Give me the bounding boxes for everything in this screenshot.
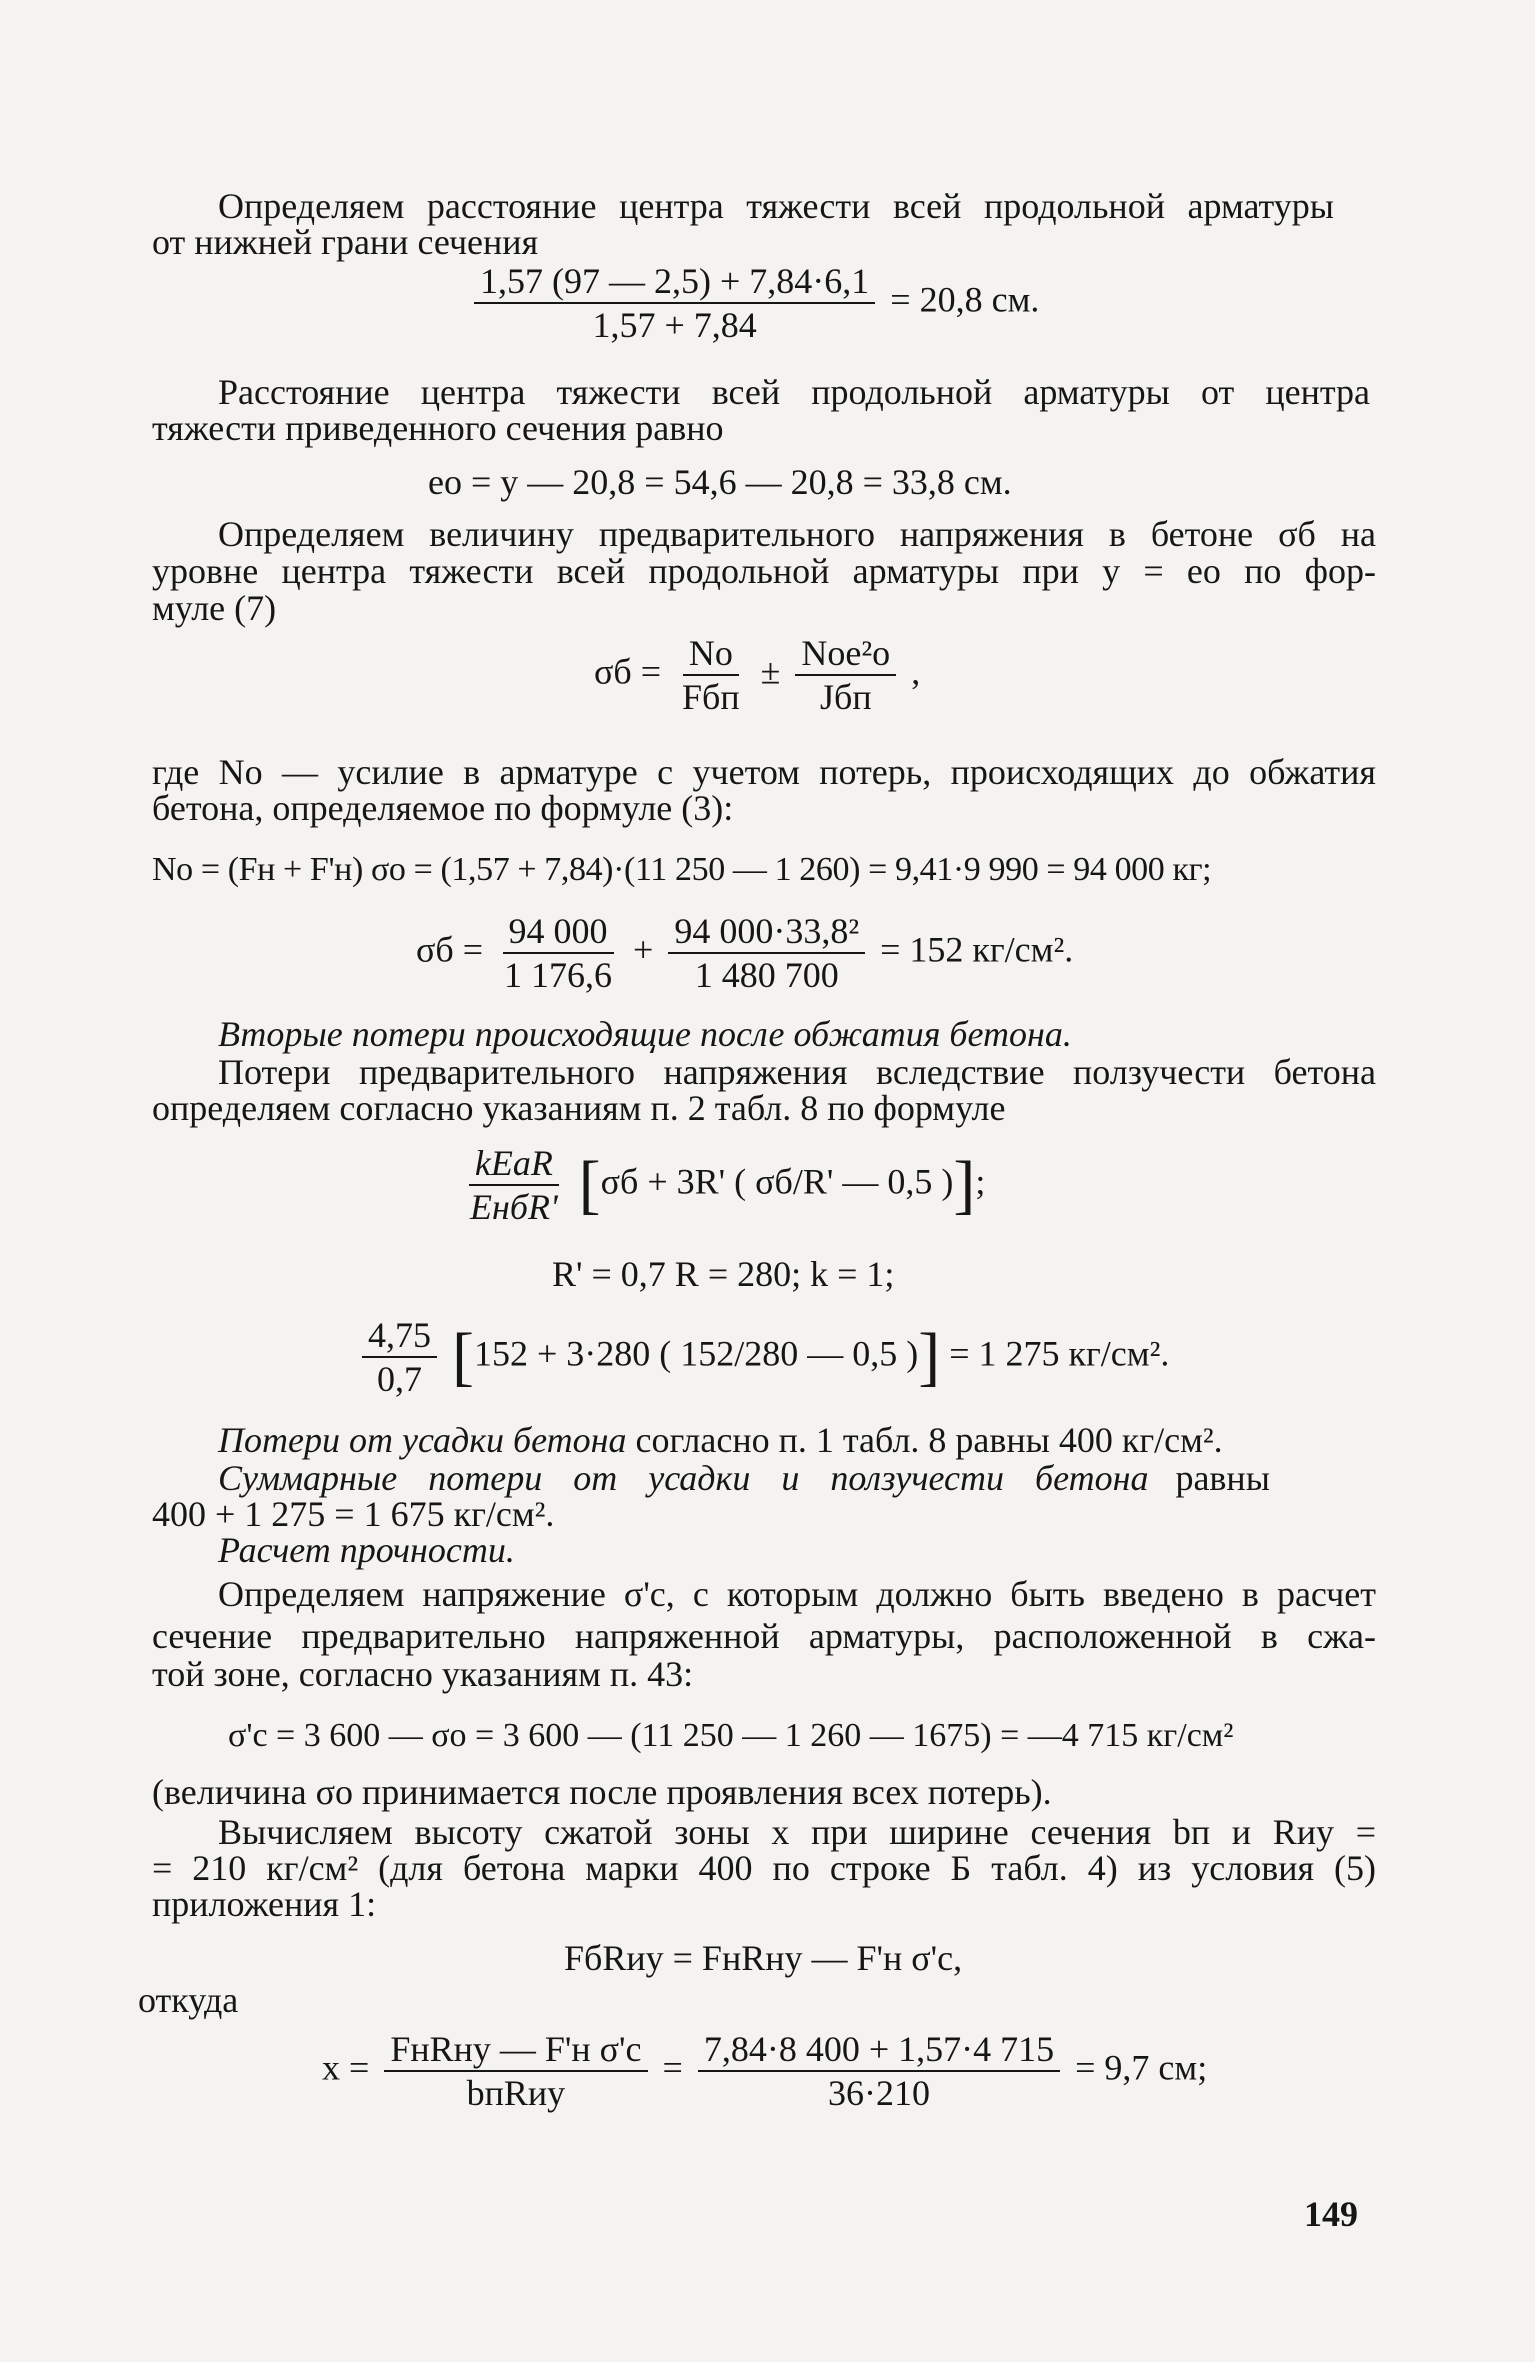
paragraph-line: Определяем величину предварительного напряжения в бетоне σб на	[218, 514, 1376, 554]
operator: +	[633, 929, 654, 970]
formula	[594, 634, 920, 716]
formula	[416, 912, 1073, 994]
paragraph-line: Расстояние центра тяжести всей продольной арматуры от центра	[218, 372, 1370, 412]
numerator: Nоe²о	[795, 634, 896, 676]
paragraph-line: муле (7)	[152, 588, 277, 628]
bracket: ]	[918, 1320, 941, 1393]
denominator: Fбп	[682, 677, 740, 717]
paragraph-line: Определяем расстояние центра тяжести всей продольной арматуры	[218, 186, 1334, 226]
italic-phrase: Суммарные потери от усадки и ползучести бетона	[218, 1458, 1149, 1498]
formula-body: 152 + 3·280 ( 152/280 — 0,5 )	[473, 1333, 919, 1374]
formula-lhs: σб =	[594, 651, 662, 692]
formula	[468, 262, 1039, 344]
fraction	[362, 1316, 437, 1398]
paragraph-line	[218, 1458, 1270, 1498]
formula-body: σб + 3R' ( σб/R' — 0,5 )	[600, 1161, 954, 1202]
paragraph-line: определяем согласно указаниям п. 2 табл. 8 по формуле	[152, 1088, 1006, 1128]
paragraph-line: (величина σо принимается после проявления всех потерь).	[152, 1772, 1052, 1812]
fraction	[795, 634, 896, 716]
text-span: согласно п. 1 табл. 8 равны 400 кг/см².	[626, 1420, 1223, 1460]
bracket: [	[578, 1148, 601, 1221]
formula	[322, 2030, 1207, 2112]
operator: ±	[760, 651, 781, 692]
numerator: 94 000·33,8²	[668, 912, 865, 954]
section-heading: Расчет прочности.	[218, 1530, 515, 1570]
denominator: 1 176,6	[504, 955, 613, 995]
punctuation: ,	[911, 651, 921, 692]
denominator: 0,7	[377, 1359, 422, 1399]
formula-result: = 20,8 см.	[890, 279, 1040, 320]
section-heading: Вторые потери происходящие после обжатия бетона.	[218, 1014, 1072, 1054]
formula-result: = 9,7 см;	[1075, 2047, 1208, 2088]
paragraph-line: Вычисляем высоту сжатой зоны x при ширине сечения bп и Rиу =	[218, 1812, 1376, 1852]
denominator: 36·210	[827, 2073, 930, 2113]
text-span: равны	[1166, 1458, 1270, 1498]
denominator: 1,57 + 7,84	[592, 305, 757, 345]
page-number: 149	[1304, 2194, 1358, 2234]
formula: FбRиу = FнRну — F'н σ'с,	[564, 1938, 963, 1978]
operator: =	[662, 2047, 683, 2088]
denominator: bпRиу	[466, 2073, 566, 2113]
paragraph-line: той зоне, согласно указаниям п. 43:	[152, 1654, 694, 1694]
paragraph-line: уровне центра тяжести всей продольной арматуры при y = eо по фор-	[152, 551, 1376, 591]
numerator: 1,57 (97 — 2,5) + 7,84·6,1	[474, 262, 875, 304]
formula-result: = 152 кг/см².	[880, 929, 1074, 970]
paragraph-line: откуда	[138, 1980, 239, 2020]
numerator: 94 000	[503, 912, 614, 954]
denominator: Jбп	[820, 677, 872, 717]
punctuation: ;	[975, 1161, 986, 1202]
fraction	[698, 2030, 1060, 2112]
formula: R' = 0,7 R = 280; k = 1;	[552, 1254, 895, 1294]
numerator: kEаR	[469, 1144, 559, 1186]
paragraph-line	[218, 1420, 1223, 1460]
numerator: 7,84·8 400 + 1,57·4 715	[698, 2030, 1060, 2072]
paragraph-line: от нижней грани сечения	[152, 222, 539, 262]
fraction	[384, 2030, 647, 2112]
paragraph-line: = 210 кг/см² (для бетона марки 400 по строке Б табл. 4) из условия (5)	[152, 1848, 1376, 1888]
numerator: Nо	[683, 634, 739, 676]
formula	[356, 1316, 1169, 1398]
numerator: 4,75	[362, 1316, 437, 1358]
paragraph-line: Потери предварительного напряжения вследствие ползучести бетона	[218, 1052, 1376, 1092]
denominator: EнбR'	[470, 1187, 558, 1227]
fraction	[498, 912, 618, 994]
formula-lhs: σб =	[416, 929, 484, 970]
fraction	[474, 262, 875, 344]
paragraph-line: где Nо — усилие в арматуре с учетом потерь, происходящих до обжатия	[152, 752, 1376, 792]
paragraph-line: тяжести приведенного сечения равно	[152, 408, 724, 448]
fraction	[676, 634, 746, 716]
fraction	[464, 1144, 564, 1226]
formula: σ'с = 3 600 — σо = 3 600 — (11 250 — 1 260 — 1675) = —4 715 кг/см²	[228, 1717, 1234, 1754]
formula-result: = 1 275 кг/см².	[949, 1333, 1170, 1374]
paragraph-line: сечение предварительно напряженной арматуры, расположенной в сжа-	[152, 1616, 1376, 1656]
paragraph-line: приложения 1:	[152, 1884, 377, 1924]
paragraph-line: Определяем напряжение σ'с, с которым должно быть введено в расчет	[218, 1574, 1376, 1614]
bracket: [	[452, 1320, 474, 1393]
paragraph-line: бетона, определяемое по формуле (3):	[152, 788, 734, 828]
numerator: FнRну — F'н σ'с	[384, 2030, 647, 2072]
formula	[458, 1144, 985, 1226]
formula: eо = y — 20,8 = 54,6 — 20,8 = 33,8 см.	[428, 462, 1012, 502]
fraction	[668, 912, 865, 994]
denominator: 1 480 700	[694, 955, 839, 995]
paragraph-line: 400 + 1 275 = 1 675 кг/см².	[152, 1494, 555, 1534]
italic-phrase: Потери от усадки бетона	[218, 1420, 627, 1460]
formula: Nо = (Fн + F'н) σо = (1,57 + 7,84)·(11 250 — 1 260) = 9,41·9 990 = 94 000 кг;	[152, 851, 1212, 888]
formula-lhs: x =	[322, 2047, 370, 2088]
bracket: ]	[953, 1148, 976, 1221]
